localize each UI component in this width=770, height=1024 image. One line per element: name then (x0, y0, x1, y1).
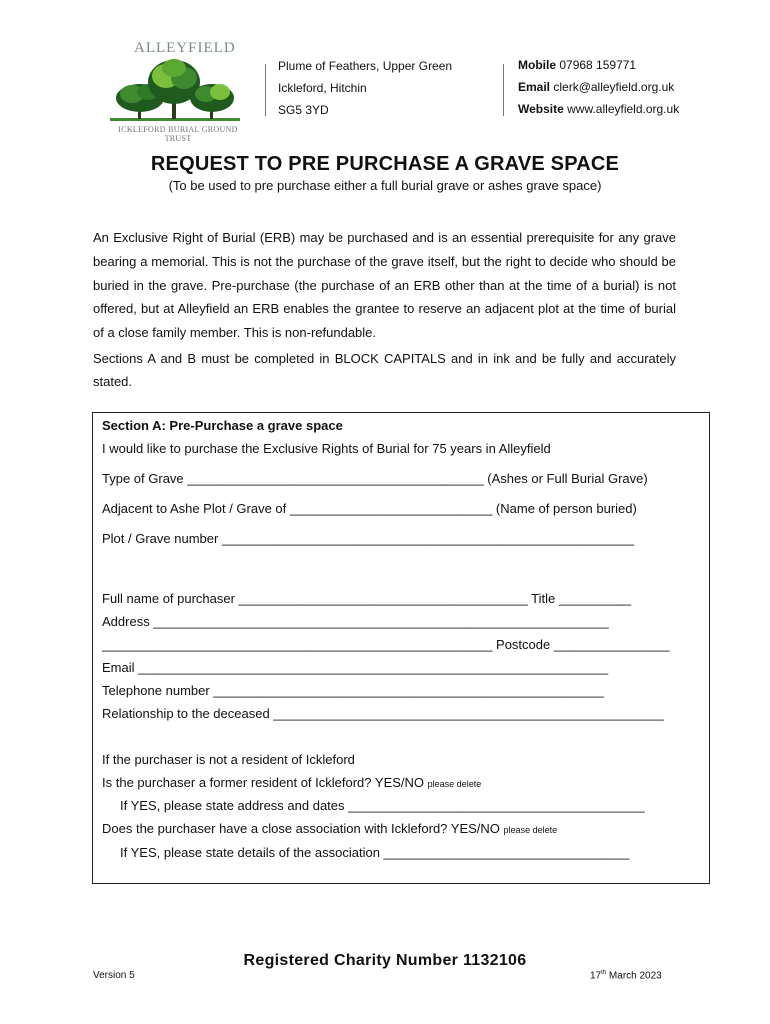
association-question (102, 821, 557, 836)
contact-email (518, 80, 674, 94)
page-title: REQUEST TO PRE PURCHASE A GRAVE SPACE (150, 153, 620, 175)
type-of-grave-field[interactable]: Type of Grave _________________________________________ (Ashes or Full Burial Grave) (102, 471, 648, 486)
website-label: Website (518, 102, 564, 116)
contact-website (518, 102, 679, 116)
address-line-1: Plume of Feathers, Upper Green (278, 59, 453, 73)
former-resident-question (102, 775, 481, 790)
relationship-field[interactable]: Relationship to the deceased ______________________________________________________ (102, 706, 664, 721)
email-field[interactable]: Email _________________________________________________________________ (102, 660, 609, 675)
logo-title: ALLEYFIELD (134, 40, 236, 56)
mobile-value: 07968 159771 (559, 58, 637, 72)
address-line-3: SG5 3YD (278, 103, 329, 117)
email-value[interactable]: clerk@alleyfield.org.uk (553, 80, 675, 94)
mobile-label: Mobile (518, 58, 556, 72)
page-subtitle: (To be used to pre purchase either a full burial grave or ashes grave space) (168, 178, 602, 193)
non-resident-text: If the purchaser is not a resident of Ickleford (102, 752, 355, 767)
contact-mobile (518, 58, 636, 72)
document-date: 17th March 2023 (590, 970, 662, 982)
section-a-heading: Section A: Pre-Purchase a grave space (102, 418, 343, 433)
divider-left (265, 64, 266, 116)
former-resident-text: Is the purchaser a former resident of Ickleford? YES/NO (102, 775, 425, 790)
address-postcode-field[interactable]: ______________________________________________________ Postcode ________________ (102, 637, 670, 652)
trees-logo-icon (110, 56, 240, 126)
charity-number: Registered Charity Number 1132106 (243, 952, 527, 969)
intro-paragraph: An Exclusive Right of Burial (ERB) may be purchased and is an essential prerequisite for any grave bearing a memorial. This is not the purchase of the grave itself, but the right to decide who should be buried in the grave. Pre-purchase (the purchase of an ERB other than at the time of a burial) is not offered, but at Alleyfield an ERB enables the grantee to reserve an adjacent plot at the time of burial of a close family member. This is non-refundable. (93, 230, 676, 341)
address-line-2: Ickleford, Hitchin (278, 81, 367, 95)
former-resident-details-field[interactable]: If YES, please state address and dates _________________________________________ (120, 798, 645, 813)
website-value[interactable]: www.alleyfield.org.uk (567, 102, 680, 116)
address-field[interactable]: Address _______________________________________________________________ (102, 614, 609, 629)
instructions-paragraph: Sections A and B must be completed in BLOCK CAPITALS and in ink and be fully and accurately stated. (93, 351, 676, 389)
please-delete-note-2: please delete (503, 825, 558, 835)
version-label: Version 5 (93, 970, 135, 981)
telephone-field[interactable]: Telephone number ______________________________________________________ (102, 683, 604, 698)
email-label: Email (518, 80, 551, 94)
full-name-field[interactable]: Full name of purchaser ________________________________________ Title __________ (102, 591, 632, 606)
adjacent-grave-field[interactable]: Adjacent to Ashe Plot / Grave of ____________________________ (Name of person buried) (102, 501, 637, 516)
please-delete-note-1: please delete (427, 779, 482, 789)
divider-right (503, 64, 504, 116)
section-a-intro: I would like to purchase the Exclusive Rights of Burial for 75 years in Alleyfield (102, 441, 551, 456)
association-text: Does the purchaser have a close association with Ickleford? YES/NO (102, 821, 500, 836)
plot-number-field[interactable]: Plot / Grave number _________________________________________________________ (102, 531, 635, 546)
logo-subtitle: ICKLEFORD BURIAL GROUND TRUST (118, 125, 238, 143)
association-details-field[interactable]: If YES, please state details of the association __________________________________ (120, 845, 630, 860)
